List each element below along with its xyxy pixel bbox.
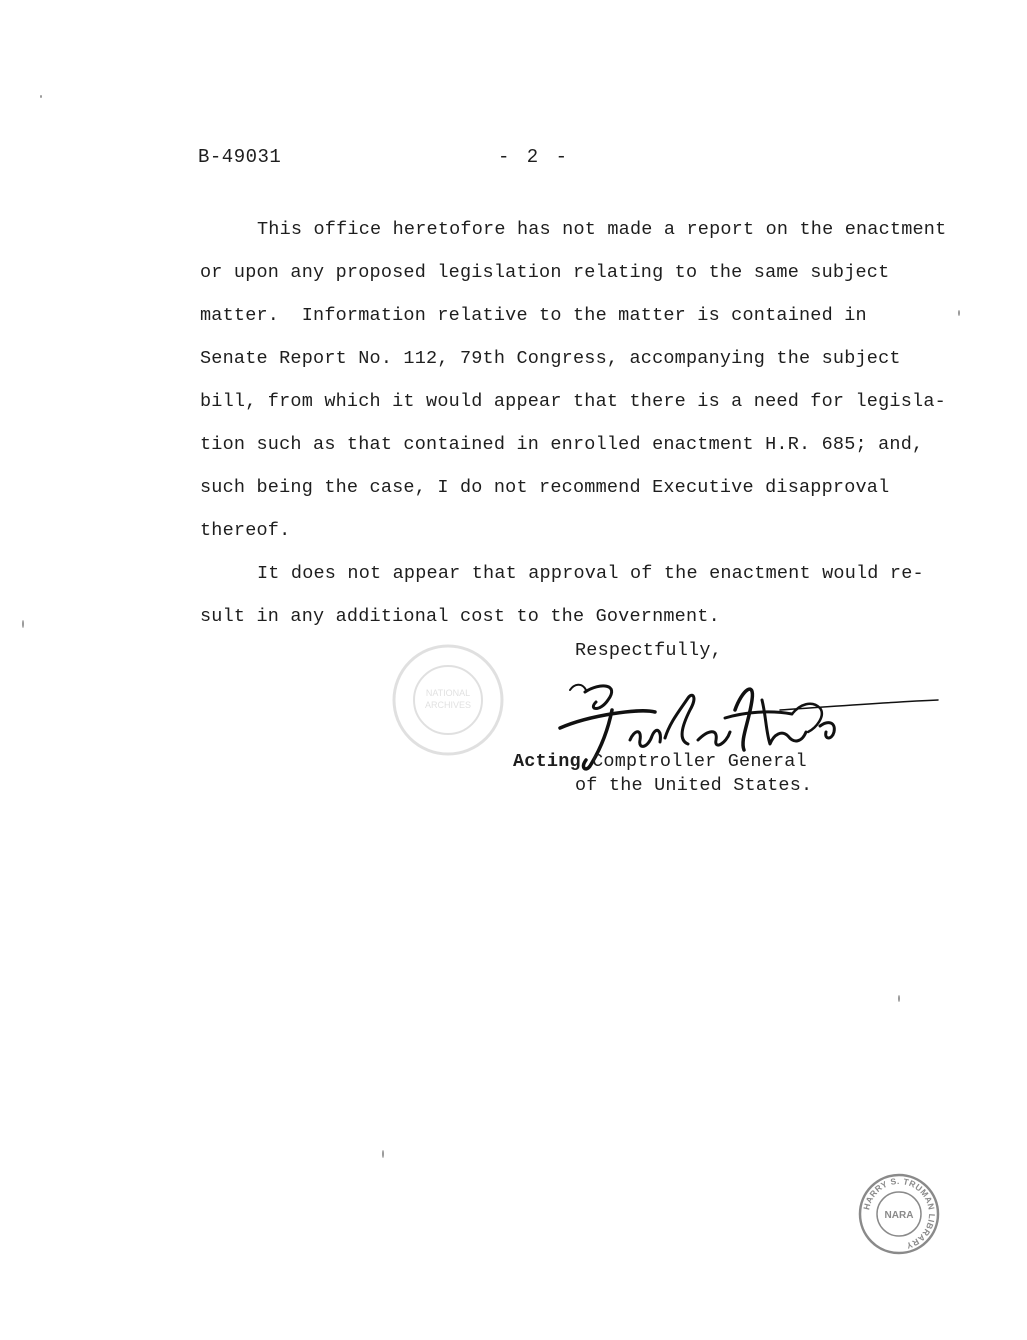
body-line: This office heretofore has not made a report on the enactment — [257, 219, 947, 240]
scan-speck — [898, 995, 900, 1002]
signer-title-line-1 — [513, 750, 812, 774]
svg-text:HARRY S. TRUMAN LIBRARY: HARRY S. TRUMAN LIBRARY — [861, 1175, 938, 1252]
body-line: tion such as that contained in enrolled enactment H.R. 685; and, — [200, 434, 924, 455]
body-line: thereof. — [200, 520, 291, 541]
body-line: bill, from which it would appear that there is a need for legisla- — [200, 391, 946, 412]
body-line: such being the case, I do not recommend Executive disapproval — [200, 477, 890, 498]
body-line: or upon any proposed legislation relating to the same subject — [200, 262, 890, 283]
closing-salutation: Respectfully, — [575, 640, 722, 661]
signature-block — [513, 750, 812, 798]
scan-speck — [958, 310, 960, 316]
page-header — [198, 146, 918, 176]
letter-body — [200, 208, 947, 638]
acting-prefix: Acting — [513, 751, 581, 772]
svg-text:ARCHIVES: ARCHIVES — [424, 700, 472, 710]
body-line: sult in any additional cost to the Government. — [200, 606, 720, 627]
body-line: Senate Report No. 112, 79th Congress, accompanying the subject — [200, 348, 901, 369]
library-stamp-faint — [388, 640, 508, 760]
signer-title: Comptroller General — [580, 751, 807, 772]
scan-speck — [382, 1150, 384, 1158]
svg-text:NATIONAL: NATIONAL — [425, 688, 471, 698]
page-number: - 2 - — [498, 146, 571, 168]
signer-title-line-2: of the United States. — [575, 775, 813, 796]
svg-text:NARA: NARA — [884, 1210, 914, 1221]
nara-seal-stamp — [857, 1172, 941, 1256]
file-number: B-49031 — [198, 146, 282, 168]
body-line: It does not appear that approval of the enactment would re- — [257, 563, 924, 584]
scan-speck — [22, 620, 24, 628]
body-line: matter. Information relative to the matter is contained in — [200, 305, 867, 326]
scan-speck — [40, 95, 42, 98]
